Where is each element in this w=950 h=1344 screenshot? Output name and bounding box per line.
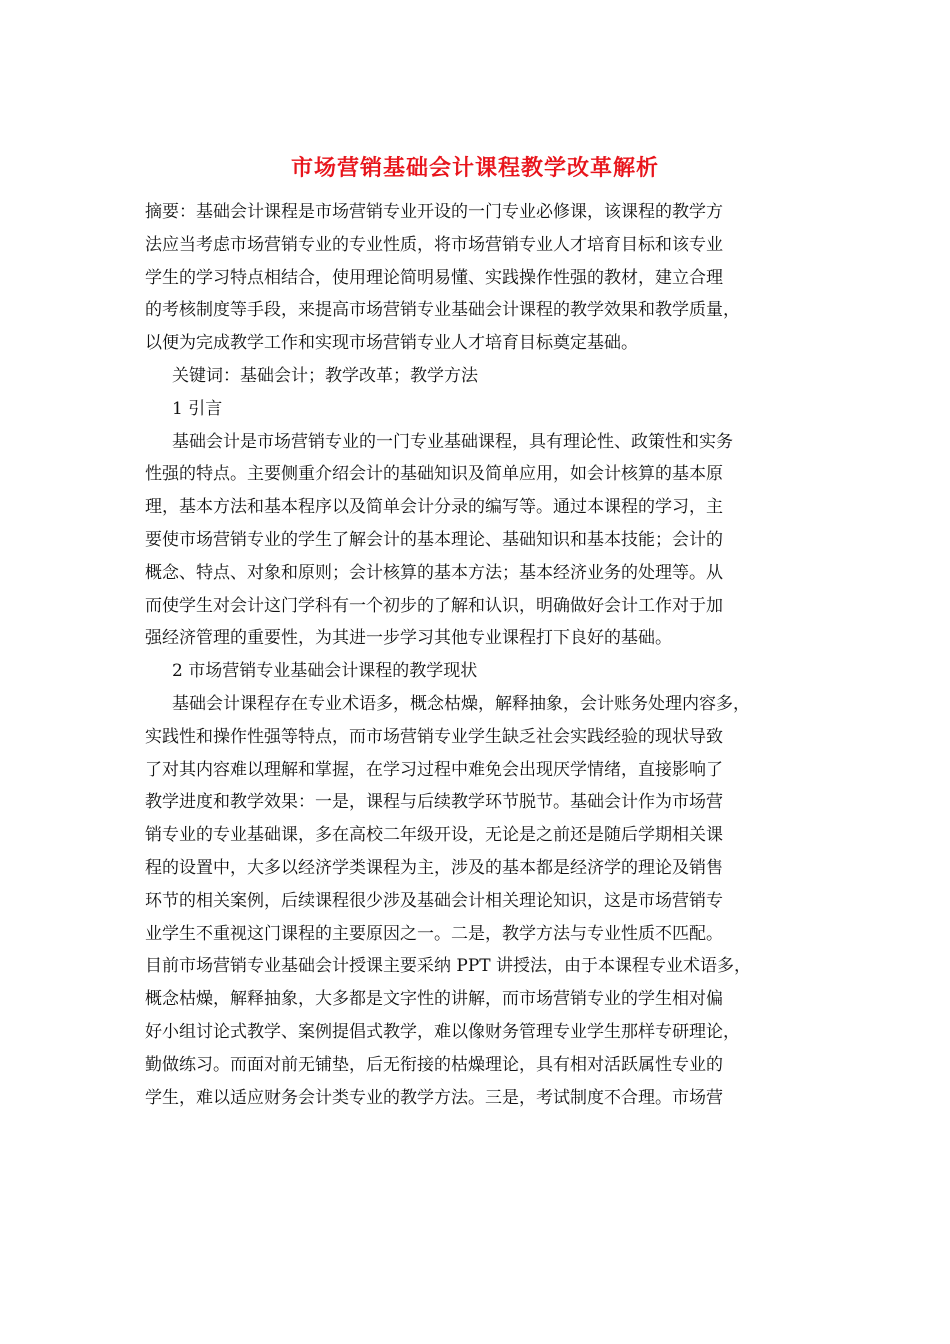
text-line: 概念、特点、对象和原则；会计核算的基本方法；基本经济业务的处理等。从 xyxy=(145,562,723,583)
text-line: 的考核制度等手段，来提高市场营销专业基础会计课程的教学效果和教学质量， xyxy=(145,300,740,321)
text-line: 环节的相关案例，后续课程很少涉及基础会计相关理论知识，这是市场营销专 xyxy=(145,890,723,911)
text-line: 学生，难以适应财务会计类专业的教学方法。三是，考试制度不合理。市场营 xyxy=(145,1087,723,1108)
text-line: 要使市场营销专业的学生了解会计的基本理论、基础知识和基本技能；会计的 xyxy=(145,529,723,550)
text-line: 理，基本方法和基本程序以及简单会计分录的编写等。通过本课程的学习，主 xyxy=(145,497,723,518)
text-line: 目前市场营销专业基础会计授课主要采纳 PPT 讲授法，由于本课程专业术语多， xyxy=(145,956,752,977)
text-line: 基础会计课程存在专业术语多，概念枯燥，解释抽象，会计账务处理内容多， xyxy=(172,693,750,714)
text-line: 好小组讨论式教学、案例提倡式教学，难以像财务管理专业学生那样专研理论， xyxy=(145,1021,740,1042)
text-line: 而使学生对会计这门学科有一个初步的了解和认识，明确做好会计工作对于加 xyxy=(145,595,723,616)
text-line: 学生的学习特点相结合，使用理论简明易懂、实践操作性强的教材，建立合理 xyxy=(145,267,723,288)
text-line: 摘要：基础会计课程是市场营销专业开设的一门专业必修课，该课程的教学方 xyxy=(145,202,723,222)
text-line: 以便为完成教学工作和实现市场营销专业人才培育目标奠定基础。 xyxy=(145,333,638,354)
document-title: 市场营销基础会计课程教学改革解析 xyxy=(290,155,659,181)
text-line: 了对其内容难以理解和掌握，在学习过程中难免会出现厌学情绪，直接影响了 xyxy=(145,759,723,780)
document-body xyxy=(145,196,805,1114)
text-line: 程的设置中，大多以经济学类课程为主，涉及的基本都是经济学的理论及销售 xyxy=(145,857,723,878)
text-line: 1 引言 xyxy=(172,398,223,419)
text-line: 强经济管理的重要性，为其进一步学习其他专业课程打下良好的基础。 xyxy=(145,628,672,649)
text-line: 教学进度和教学效果：一是，课程与后续教学环节脱节。基础会计作为市场营 xyxy=(145,792,723,813)
text-line: 实践性和操作性强等特点，而市场营销专业学生缺乏社会实践经验的现状导致 xyxy=(145,726,723,747)
text-line: 基础会计是市场营销专业的一门专业基础课程，具有理论性、政策性和实务 xyxy=(172,431,733,452)
text-line: 关键词：基础会计；教学改革；教学方法 xyxy=(172,365,478,386)
text-line: 勤做练习。而面对前无铺垫，后无衔接的枯燥理论，具有相对活跃属性专业的 xyxy=(145,1054,723,1075)
text-line: 概念枯燥，解释抽象，大多都是文字性的讲解，而市场营销专业的学生相对偏 xyxy=(145,989,723,1010)
text-line: 性强的特点。主要侧重介绍会计的基础知识及简单应用，如会计核算的基本原 xyxy=(145,464,723,485)
text-line: 法应当考虑市场营销专业的专业性质，将市场营销专业人才培育目标和该专业 xyxy=(145,234,723,255)
text-line: 2 市场营销专业基础会计课程的教学现状 xyxy=(172,661,478,682)
text-line: 业学生不重视这门课程的主要原因之一。二是，教学方法与专业性质不匹配。 xyxy=(145,923,723,944)
text-line: 销专业的专业基础课，多在高校二年级开设，无论是之前还是随后学期相关课 xyxy=(145,825,723,846)
